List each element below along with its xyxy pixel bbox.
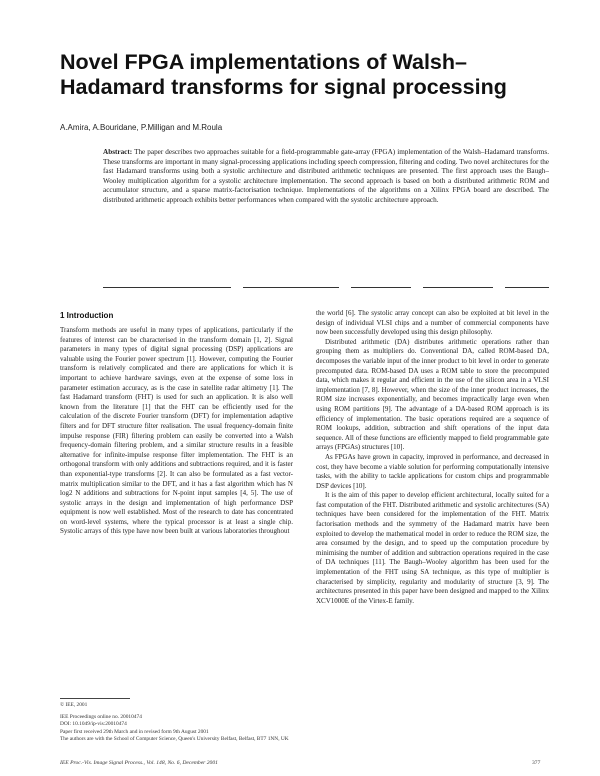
body-column-left [60, 326, 293, 696]
footnotes [60, 702, 293, 744]
footnote-copyright: © IEE, 2001 [60, 702, 88, 708]
running-footer: IEE Proc.-Vis. Image Signal Process., Vol. 148, No. 6, December 2001 [60, 760, 218, 766]
abstract [103, 148, 549, 206]
paragraph: Transform methods are useful in many types of applications, particularly if the features of interest can be characterised in the transform domain [1, 2]. Signal parameters in many types of digital signal processing (DSP) applications are valuable using the Fourier power spectrum [1]. However, computing the Fourier transform is relatively complicated and there are applications for which it is important to achieve hardware savings, even at the expense of some loss in parameter estimation accuracy, as is the case in satellite radar altimetry [1]. The fast Hadamard transform (FHT) is used for such an application. It is also well known from the literature [1] that the FHT can be efficiently used for the calculation of the discrete Fourier transform (DFT) for implementation adaptive filters and for DFT structure filter realisation. The usual frequency-domain finite impulse response (FIR) filtering problem can easily be converted into a Walsh frequency-domain filtering problem, and a similar structure results in a feasible alternative for infinite-impulse response filter implementation. The FHT is an orthogonal transform with only additions and subtractions required, and it is faster than exponential-type transforms [2]. It can also be formulated as a fast vector-matrix multiplication similar to the DFT, and it has a fast algorithm which has N log2 N additions and subtractions for N-point input samples [4, 5]. The use of systolic arrays in the design and implementation of high performance DSP equipment is now well established. Most of the research to date has concentrated on word-level systems, where the typical processor is at least a single chip. Systolic arrays of this type have now been built at various laboratories throughout [60, 326, 293, 536]
footnote-affiliation: The authors are with the School of Computer Science, Queen's University Belfast, Belfast, BT7 1NN, UK [60, 736, 289, 743]
footnote-online-number: IEE Proceedings online no. 20010474 [60, 713, 142, 720]
body-column-right [316, 309, 549, 749]
section-heading-introduction: 1 Introduction [60, 311, 114, 320]
author-list: A.Amira, A.Bouridane, P.Milligan and M.Roula [60, 123, 223, 132]
page-number: 377 [532, 760, 541, 766]
abstract-separator-rule [103, 287, 549, 288]
paragraph: Distributed arithmetic (DA) distributes arithmetic operations rather than grouping them as multipliers do. Conventional DA, called ROM-based DA, decomposes the variable input of the inner product to bit level in order to generate precomputed data. ROM-based DA uses a ROM table to store the precomputed data, which makes it regular and efficient in the use of the silicon area in a VLSI implementation [7, 8]. However, when the size of the inner product increases, the ROM size increases exponentially, and becomes impractically large even when using ROM partitions [9]. The advantage of a DA-based ROM approach is its efficiency of implementation. The basic operations required are a sequence of ROM lookups, addition, subtraction and shift operations of the input data sequence. All of these functions are efficiently mapped to field programmable gate arrays (FPGAs) structures [10]. [316, 337, 549, 452]
abstract-text: The paper describes two approaches suitable for a field-programmable gate-array (FPGA) implementation of the Walsh–Hadamard transforms. These transforms are important in many signal-processing applications including speech compression, filtering and coding. Two novel architectures for the fast Hadamard transforms using both a systolic architecture and distributed arithmetic techniques are presented. The first approach uses the Baugh–Wooley multiplication algorithm for a systolic architecture implementation. The second approach is based on both a distributed arithmetic ROM and accumulator structure, and a sparse matrix-factorisation technique. Implementations of the algorithms on a Xilinx FPGA board are described. The distributed arithmetic approach exhibits better performances when compared with the systolic architecture approach. [103, 148, 549, 204]
paragraph: the world [6]. The systolic array concept can also be exploited at bit level in the design of individual VLSI chips and a number of commercial components have now been successfully developed using this design philosophy. [316, 309, 549, 337]
paragraph: As FPGAs have grown in capacity, improved in performance, and decreased in cost, they have become a viable solution for performing computationally intensive tasks, with the ability to tackle applications for custom chips and programmable DSP devices [10]. [316, 452, 549, 490]
paper-title: Novel FPGA implementations of Walsh–Hadamard transforms for signal processing [60, 50, 507, 99]
footnote-rule [60, 698, 130, 699]
footnote-doi: DOI: 10.1049/ip-vis:20010474 [60, 721, 127, 728]
footnote-received: Paper first received 29th March and in revised form 9th August 2001 [60, 728, 209, 735]
abstract-label: Abstract: [103, 148, 133, 156]
paragraph: It is the aim of this paper to develop efficient architectural, locally suited for a fast computation of the FHT. Distributed arithmetic and systolic architectures (SA) techniques have been considered for the implementation of the FHT. Matrix factorisation methods and the symmetry of the Hadamard matrix have been exploited to develop the mathematical model in order to reduce the ROM size, the area consumed by the design, and to speed up the computation procedure by minimising the number of addition and subtraction operations required in the case of DA techniques [11]. The Baugh–Wooley algorithm has been used for the implementation of the FHT using SA technique, as this type of multiplier is characterised by simplicity, regularity and modularity of structure [3, 9]. The architectures presented in this paper have been designed and mapped to the Xilinx XCV1000E of the Virtex-E family. [316, 491, 549, 605]
